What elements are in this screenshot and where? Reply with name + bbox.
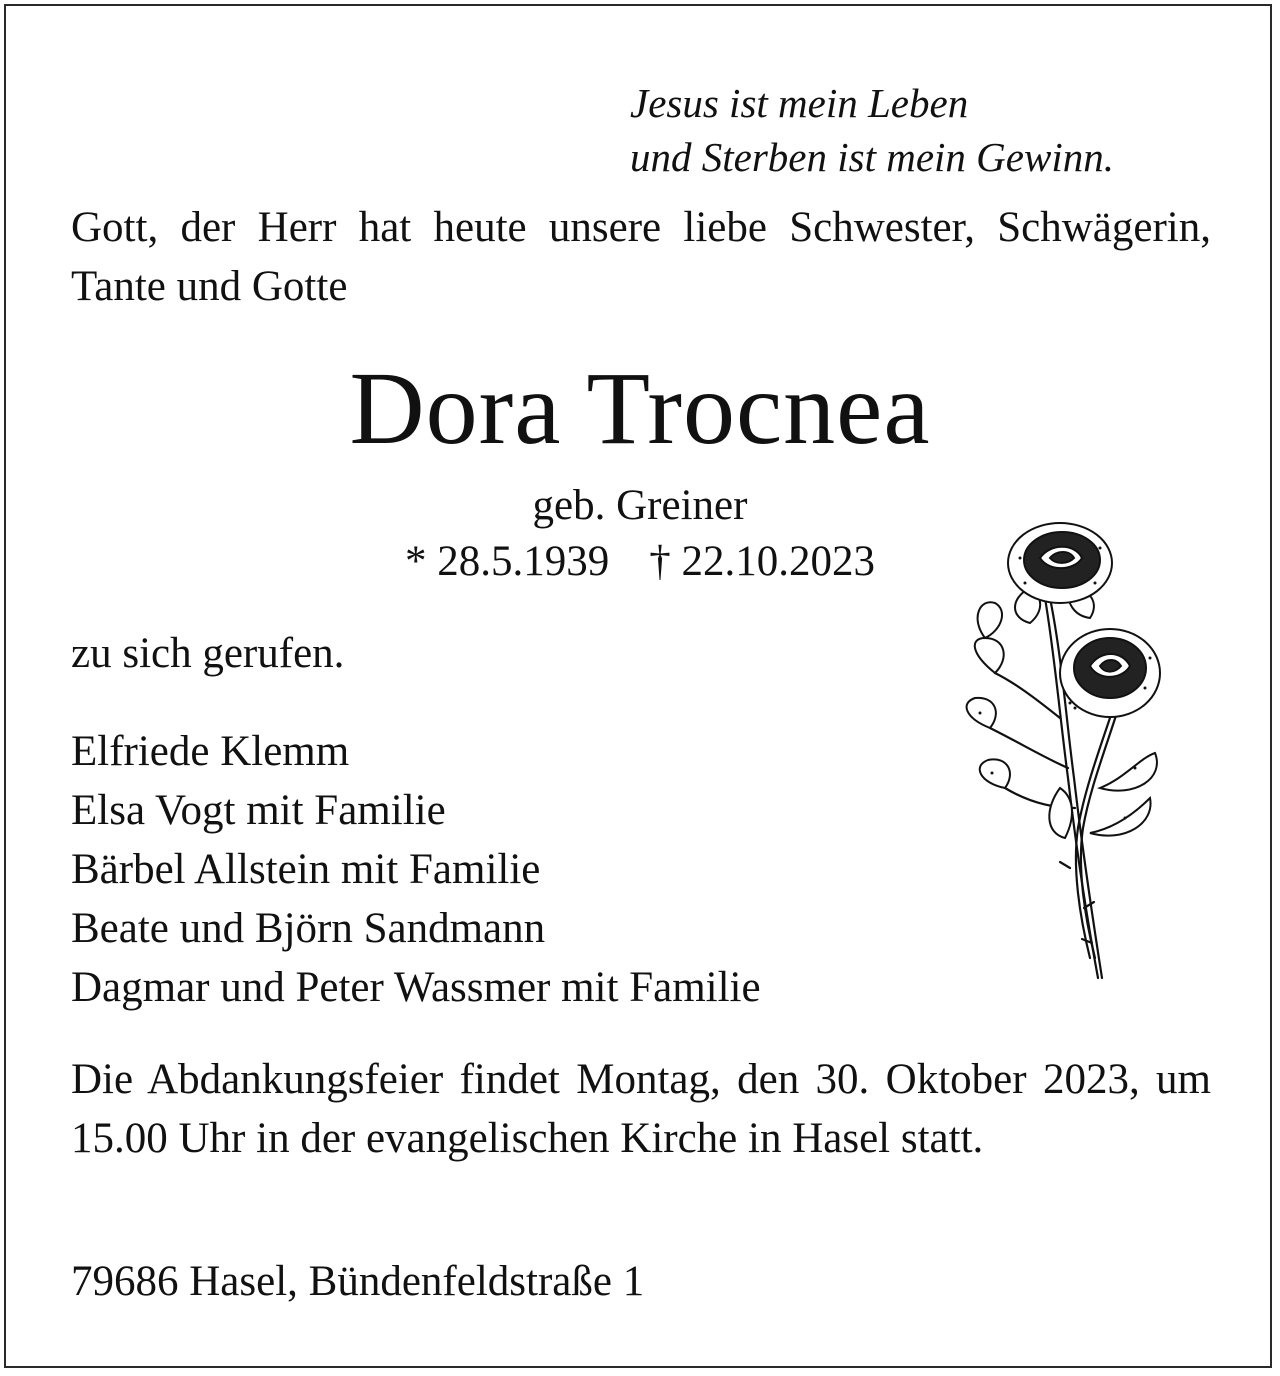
death-date: † 22.10.2023	[649, 538, 875, 585]
verse-line-1: Jesus ist mein Leben	[630, 80, 969, 126]
bible-verse	[630, 76, 1250, 184]
birth-name: geb. Greiner	[532, 482, 748, 529]
birth-date: * 28.5.1939	[405, 538, 610, 585]
deceased-name: Dora Trocnea	[349, 351, 931, 466]
mourner-item: Bärbel Allstein mit Familie	[71, 846, 541, 893]
called-text: zu sich gerufen.	[71, 630, 345, 677]
mourner-item: Elfriede Klemm	[71, 728, 350, 775]
intro-text: Gott, der Herr hat heute unsere liebe Schwester, Schwägerin, Tante und Gotte	[71, 204, 1211, 310]
ceremony-text: Die Abdankungsfeier findet Montag, den 30. Oktober 2023, um 15.00 Uhr in der evangelischen Kirche in Hasel statt.	[71, 1056, 1211, 1162]
mourner-item: Beate und Björn Sandmann	[71, 905, 546, 952]
mourner-item: Elsa Vogt mit Familie	[71, 787, 446, 834]
verse-line-2: und Sterben ist mein Gewinn.	[630, 134, 1114, 180]
address: 79686 Hasel, Bündenfeldstraße 1	[71, 1258, 645, 1305]
mourner-item: Dagmar und Peter Wassmer mit Familie	[71, 964, 761, 1011]
rose-icon	[950, 488, 1180, 988]
